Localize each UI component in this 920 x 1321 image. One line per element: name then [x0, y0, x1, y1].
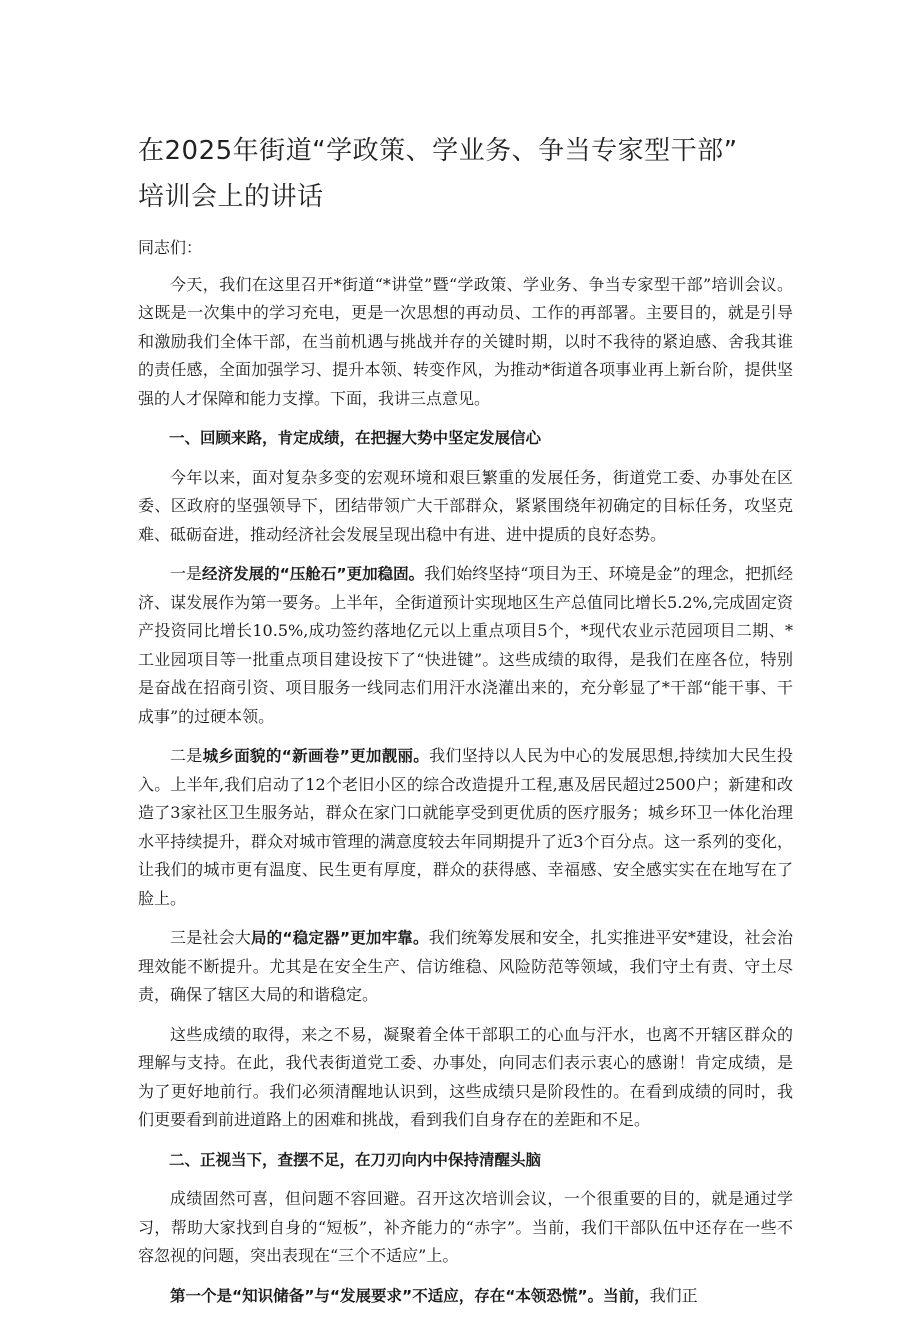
point-2-body: 我们坚持以人民为中心的发展思想,持续加大民生投入。上半年,我们启动了12个老旧小区的综合改造提升工程,惠及居民超过2500户；新建和改造了3家社区卫生服务站，群众在家门口就能享受到更优质的医疗服务；城乡环卫一体化治理水平持续提升，群众对城市管理的满意度较去年同期提升了近3个百分点。这一系列的变化，让我们的城市更有温度、民生更有厚度，群众的获得感、幸福感、安全感实实在在地写在了脸上。 — [138, 746, 793, 908]
section-1-conclusion: 这些成绩的取得，来之不易，凝聚着全体干部职工的心血与汗水，也离不开辖区群众的理解与支持。在此，我代表街道党工委、办事处，向同志们表示衷心的感谢！肯定成绩，是为了更好地前行。我们必须清醒地认识到，这些成绩只是阶段性的。在看到成绩的同时，我们更要看到前进道路上的困难和挑战，看到我们自身存在的差距和不足。 — [138, 1024, 793, 1129]
section-2-point-1-paragraph — [138, 1282, 793, 1311]
section-1-heading: 一、回顾来路，肯定成绩，在把握大势中坚定发展信心 — [169, 429, 542, 447]
point-3-lead: 局的“稳定器”更加牢靠。 — [250, 929, 429, 947]
point-2-lead: 城乡面貌的“新画卷”更加靓丽。 — [202, 747, 430, 765]
point-1-paragraph — [138, 560, 793, 731]
point-2-paragraph — [138, 742, 793, 913]
section-2-point-1-body: 我们正 — [649, 1285, 698, 1305]
section-2-heading: 二、正视当下，查摆不足，在刀刃向内中保持清醒头脑 — [169, 1150, 542, 1169]
point-3-paragraph — [138, 924, 793, 1010]
document-page — [138, 128, 793, 1321]
title-line-2: 培训会上的讲话 — [138, 182, 324, 212]
section-1-intro: 今年以来，面对复杂多变的宏观环境和艰巨繁重的发展任务，街道党工委、办事处在区委、区政府的坚强领导下，团结带领广大干部群众，紧紧围绕年初确定的目标任务，攻坚克难、砥砺奋进，推动经济社会发展呈现出稳中有进、进中提质的良好态势。 — [138, 467, 793, 544]
page-title — [138, 128, 793, 220]
salutation: 同志们： — [138, 238, 203, 257]
section-2-intro: 成绩固然可喜，但问题不容回避。召开这次培训会议，一个很重要的目的，就是通过学习，帮助大家找到自身的“短板”，补齐能力的“赤字”。当前，我们干部队伍中还存在一些不容忽视的问题，突出表现在“三个不适应”上。 — [138, 1189, 793, 1265]
point-3-body: 我们统筹发展和安全，扎实推进平安*建设，社会治理效能不断提升。尤其是在安全生产、信访维稳、风险防范等领域，我们守土有责、守土尽责，确保了辖区大局的和谐稳定。 — [138, 928, 793, 1004]
point-2-prefix: 二是 — [170, 746, 203, 765]
point-1-lead: 经济发展的“压舱石”更加稳固。 — [202, 565, 425, 583]
point-1-body: 我们始终坚持“项目为王、环境是金”的理念，把抓经济、谋发展作为第一要务。上半年，全街道预计实现地区生产总值同比增长5.2%,完成固定资产投资同比增长10.5%,成功签约落地亿元以上重点项目5个，*现代农业示范园项目二期、*工业园项目等一批重点项目建设按下了“快进键”。这些成绩的取得，是我们在座各位，特别是奋战在招商引资、项目服务一线同志们用汗水浇灌出来的，充分彰显了*干部“能干事、干成事”的过硬本领。 — [138, 564, 793, 726]
point-1-prefix: 一是 — [170, 564, 203, 583]
intro-paragraph: 今天，我们在这里召开*街道“*讲堂”暨“学政策、学业务、争当专家型干部”培训会议。这既是一次集中的学习充电，更是一次思想的再动员、工作的再部署。主要目的，就是引导和激励我们全体干部，在当前机遇与挑战并存的关键时期，以时不我待的紧迫感、舍我其谁的责任感，全面加强学习、提升本领、转变作风，为推动*街道各项事业再上新台阶，提供坚强的人才保障和能力支撑。下面，我讲三点意见。 — [138, 274, 793, 408]
section-2-point-1-lead: 第一个是“知识储备”与“发展要求”不适应，存在“本领恐慌”。当前， — [170, 1286, 650, 1305]
title-line-1: 在2025年街道“学政策、学业务、争当专家型干部” — [138, 136, 738, 166]
point-3-prefix: 三是社会大 — [170, 928, 251, 947]
